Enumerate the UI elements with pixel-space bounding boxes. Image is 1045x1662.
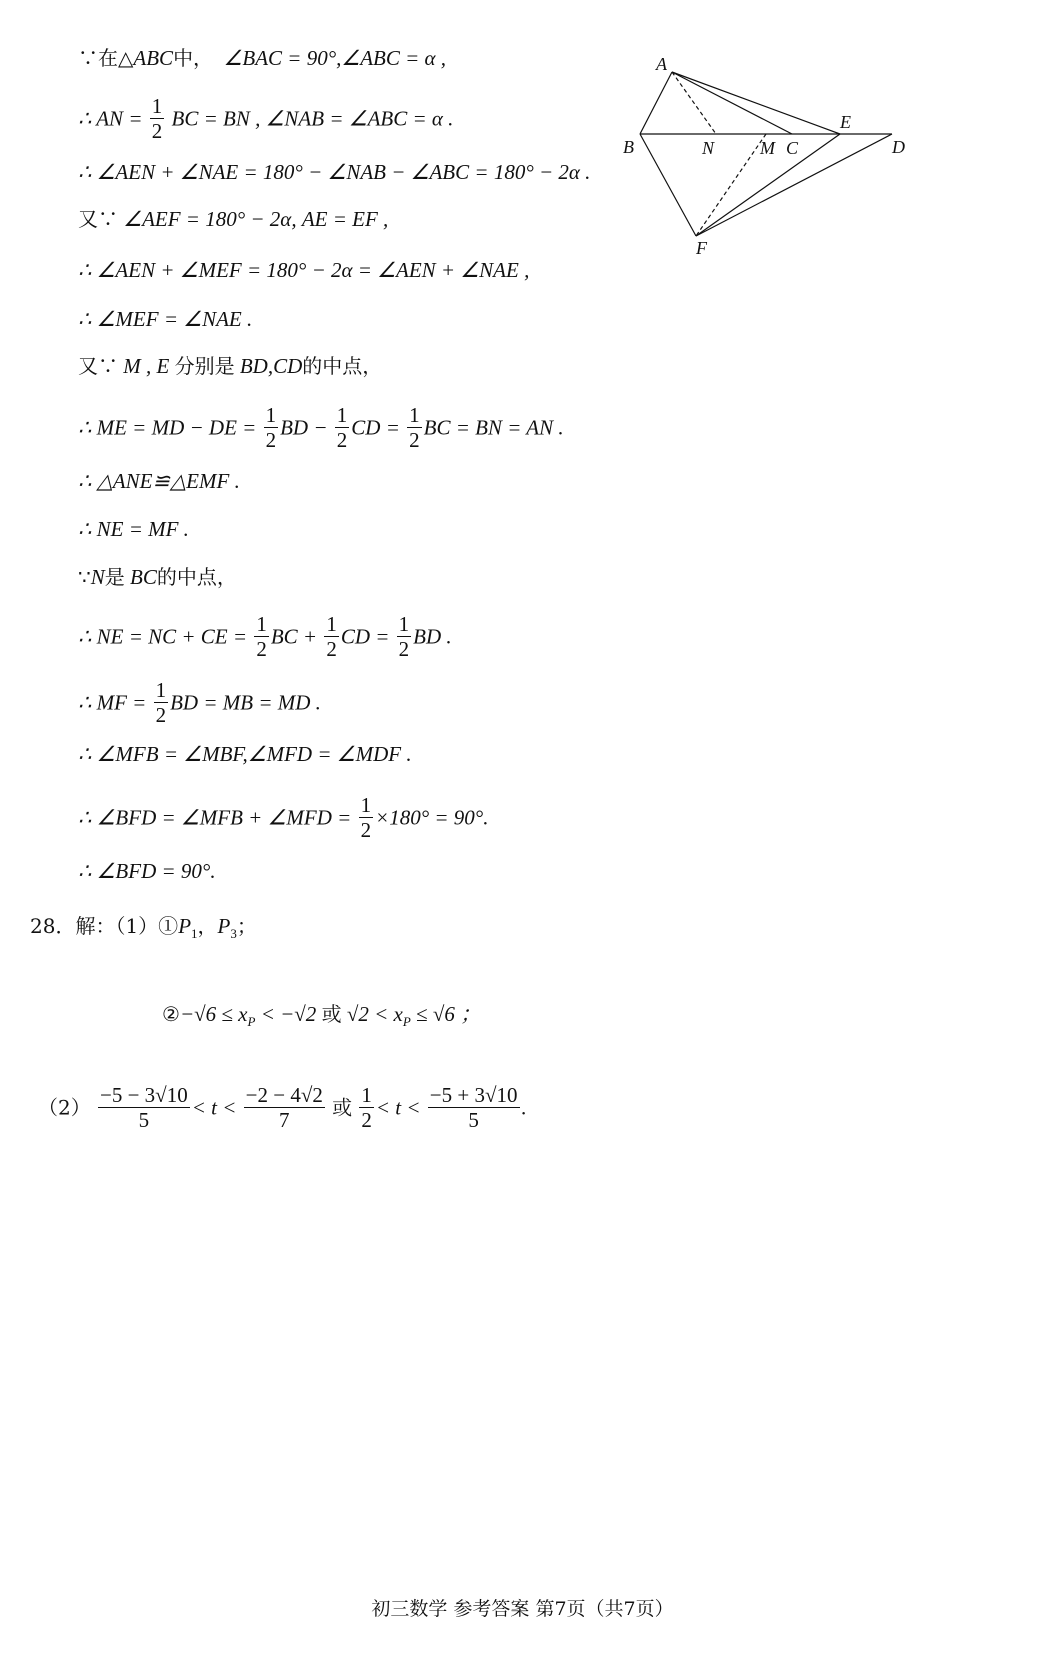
segment-AB bbox=[640, 72, 672, 134]
fraction: $\frac{1}{2}$ bbox=[360, 793, 372, 842]
fraction: $\frac{-5 + 3√10}{5}$ bbox=[429, 1083, 518, 1132]
proof-step-8: ∴ ME = MD − DE = $\frac{1}{2}$ BD − $\frac{1}{2}$ CD = $\frac{1}{2}$ BC = BN = AN . bbox=[78, 403, 564, 452]
fraction: $\frac{-2 - 4√2}{7}$ bbox=[245, 1083, 323, 1132]
proof-step-4: 又∵ ∠AEF = 180° − 2α, AE = EF , bbox=[78, 207, 389, 231]
fraction: $\frac{1}{2}$ bbox=[361, 1083, 372, 1132]
proof-step-7: 又∵ M , E 分别是 BD,CD的中点， bbox=[78, 354, 383, 378]
segment-BF bbox=[640, 134, 696, 236]
fraction: $\frac{1}{2}$ bbox=[265, 403, 277, 452]
fraction: $\frac{1}{2}$ bbox=[151, 94, 163, 143]
proof-step-10: ∴ NE = MF . bbox=[78, 517, 189, 541]
proof-step-11: ∵N是 BC的中点， bbox=[78, 565, 237, 589]
q28-part1: 28．解：$(1)①P_1$，$P_3$； bbox=[30, 914, 257, 942]
label-E: E bbox=[840, 112, 851, 132]
fraction: $\frac{1}{2}$ bbox=[409, 403, 420, 452]
proof-step-1: ∵在△ABC中， ∠BAC = 90°,∠ABC = α , bbox=[78, 46, 447, 70]
segment-AN-dashed bbox=[672, 72, 716, 134]
segment-AC bbox=[672, 72, 792, 134]
label-C: C bbox=[786, 138, 799, 158]
fraction: $\frac{1}{2}$ bbox=[336, 403, 348, 452]
label-F: F bbox=[696, 238, 707, 258]
label-A: A bbox=[656, 54, 667, 74]
label-B: B bbox=[623, 137, 634, 157]
proof-step-12: ∴ NE = NC + CE = $\frac{1}{2}$ BC + $\frac{1}{2}$ CD = $\frac{1}{2}$ BD . bbox=[78, 612, 452, 661]
label-M: M bbox=[760, 138, 775, 158]
fraction: $\frac{1}{2}$ bbox=[398, 612, 410, 661]
fraction: $\frac{-5 - 3√10}{5}$ bbox=[99, 1083, 188, 1132]
proof-step-15: ∴ ∠BFD = ∠MFB + ∠MFD = $\frac{1}{2}$ ×180° = 90°. bbox=[78, 793, 489, 842]
fraction: $\frac{1}{2}$ bbox=[326, 612, 337, 661]
page-footer: 初三数学 参考答案 第7页（共7页） bbox=[371, 1598, 674, 1620]
proof-step-6: ∴ ∠MEF = ∠NAE . bbox=[78, 307, 253, 331]
proof-step-13: ∴ MF = $\frac{1}{2}$ BD = MB = MD . bbox=[78, 678, 321, 727]
proof-step-14: ∴ ∠MFB = ∠MBF,∠MFD = ∠MDF . bbox=[78, 742, 412, 766]
proof-step-3: ∴ ∠AEN + ∠NAE = 180° − ∠NAB − ∠ABC = 180° − 2α . bbox=[78, 160, 591, 184]
geometry-figure bbox=[620, 50, 950, 270]
label-N: N bbox=[702, 138, 715, 158]
label-D: D bbox=[892, 137, 905, 157]
q28-part2: （2） $\frac{-5 - 3√10}{5}$ < t < $\frac{-2 - 4√2}{7}$ 或 $\frac{1}{2}$ < t < $\frac{-5 + 3√10}{5}$ . bbox=[38, 1083, 527, 1132]
q28-part1-sub2: ②−√6 ≤ $x_P < -√2$ 或 $√2 < x_P \le √6$ ； bbox=[162, 1002, 482, 1030]
fraction: $\frac{1}{2}$ bbox=[155, 678, 167, 727]
fraction: $\frac{1}{2}$ bbox=[256, 612, 267, 661]
segment-AE bbox=[672, 72, 840, 134]
proof-step-9: ∴ △ANE≌△EMF . bbox=[78, 469, 240, 493]
proof-step-2: ∴ AN = $\frac{1}{2}$ BC = BN , ∠NAB = ∠ABC = α . bbox=[78, 94, 454, 143]
proof-step-16: ∴ ∠BFD = 90°. bbox=[78, 859, 216, 883]
proof-step-5: ∴ ∠AEN + ∠MEF = 180° − 2α = ∠AEN + ∠NAE , bbox=[78, 258, 530, 282]
